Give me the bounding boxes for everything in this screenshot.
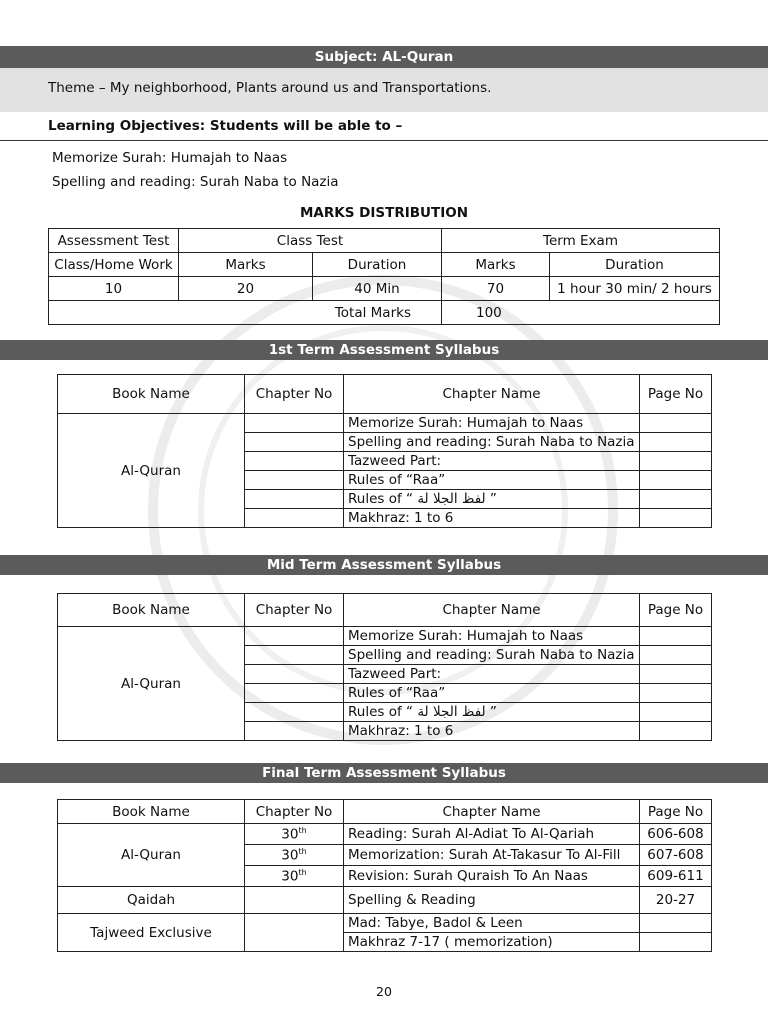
page-no-cell — [640, 509, 712, 528]
final-term-table — [57, 799, 712, 952]
marks-distribution-title: MARKS DISTRIBUTION — [300, 205, 468, 221]
page-no-cell: 20-27 — [640, 887, 712, 914]
chapter-no-cell — [245, 887, 344, 914]
header-cell: Chapter No — [245, 594, 344, 627]
chapter-name-cell: Makhraz 7-17 ( memorization) — [344, 933, 640, 952]
chapter-no-cell — [245, 490, 344, 509]
header-cell: Chapter No — [245, 800, 344, 824]
header-cell: Class/Home Work — [49, 253, 179, 277]
header-cell: Assessment Test — [49, 229, 179, 253]
page-no-cell — [640, 433, 712, 452]
theme-text: Theme – My neighborhood, Plants around us and Transportations. — [0, 68, 768, 112]
page-no-cell — [640, 722, 712, 741]
header-cell: Duration — [313, 253, 442, 277]
chapter-name-cell: Rules of “ لفظ الجلا لة ” — [344, 703, 640, 722]
header-cell: Page No — [640, 800, 712, 824]
objective-item: Memorize Surah: Humajah to Naas — [52, 150, 288, 166]
header-cell: Book Name — [58, 800, 245, 824]
page-no-cell — [640, 665, 712, 684]
header-cell: Duration — [550, 253, 720, 277]
chapter-no-cell — [245, 703, 344, 722]
marks-table — [48, 228, 720, 325]
book-name-cell: Al-Quran — [58, 824, 245, 887]
chapter-name-cell: Rules of “ لفظ الجلا لة ” — [344, 490, 640, 509]
page-no-cell — [640, 490, 712, 509]
page-no-cell — [640, 414, 712, 433]
book-name-cell: Al-Quran — [58, 414, 245, 528]
page-no-cell — [640, 914, 712, 933]
chapter-name-cell: Rules of “Raa” — [344, 471, 640, 490]
chapter-name-cell: Memorize Surah: Humajah to Naas — [344, 414, 640, 433]
header-cell: Chapter Name — [344, 375, 640, 414]
chapter-no-cell: 30th — [245, 824, 344, 845]
subject-bar: Subject: AL-Quran — [0, 46, 768, 68]
total-value: 100 — [442, 301, 720, 325]
chapter-no-cell — [245, 722, 344, 741]
chapter-name-cell: Spelling & Reading — [344, 887, 640, 914]
chapter-no-cell — [245, 684, 344, 703]
page-no-cell — [640, 646, 712, 665]
chapter-no-cell — [245, 471, 344, 490]
chapter-name-cell: Makhraz: 1 to 6 — [344, 509, 640, 528]
chapter-name-cell: Tazweed Part: — [344, 452, 640, 471]
chapter-no-cell: 30th — [245, 866, 344, 887]
page-no-cell — [640, 452, 712, 471]
value-cell: 20 — [179, 277, 313, 301]
final-term-bar: Final Term Assessment Syllabus — [0, 763, 768, 783]
header-cell: Page No — [640, 594, 712, 627]
header-cell: Chapter No — [245, 375, 344, 414]
value-cell: 10 — [49, 277, 179, 301]
page-no-cell — [640, 933, 712, 952]
book-name-cell: Qaidah — [58, 887, 245, 914]
header-cell: Marks — [442, 253, 550, 277]
chapter-name-cell: Rules of “Raa” — [344, 684, 640, 703]
first-term-table — [57, 374, 712, 528]
value-cell: 1 hour 30 min/ 2 hours — [550, 277, 720, 301]
objectives-heading: Learning Objectives: Students will be able to – — [48, 118, 403, 134]
page-no-cell: 607-608 — [640, 845, 712, 866]
chapter-no-cell — [245, 627, 344, 646]
chapter-no-cell: 30th — [245, 845, 344, 866]
chapter-no-cell — [245, 433, 344, 452]
value-cell: 40 Min — [313, 277, 442, 301]
header-cell: Chapter Name — [344, 800, 640, 824]
page-no-cell — [640, 703, 712, 722]
value-cell: 70 — [442, 277, 550, 301]
header-cell: Class Test — [179, 229, 442, 253]
chapter-no-cell — [245, 414, 344, 433]
page-no-cell: 609-611 — [640, 866, 712, 887]
page-number: 20 — [376, 984, 392, 999]
chapter-name-cell: Tazweed Part: — [344, 665, 640, 684]
mid-term-table — [57, 593, 712, 741]
chapter-no-cell — [245, 452, 344, 471]
mid-term-bar: Mid Term Assessment Syllabus — [0, 555, 768, 575]
chapter-no-cell — [245, 646, 344, 665]
chapter-name-cell: Revision: Surah Quraish To An Naas — [344, 866, 640, 887]
total-label: Total Marks — [49, 301, 442, 325]
chapter-name-cell: Mad: Tabye, Badol & Leen — [344, 914, 640, 933]
book-name-cell: Tajweed Exclusive — [58, 914, 245, 952]
first-term-bar: 1st Term Assessment Syllabus — [0, 340, 768, 360]
chapter-name-cell: Spelling and reading: Surah Naba to Nazia — [344, 433, 640, 452]
chapter-name-cell: Memorization: Surah At-Takasur To Al-Fill — [344, 845, 640, 866]
chapter-name-cell: Makhraz: 1 to 6 — [344, 722, 640, 741]
header-cell: Term Exam — [442, 229, 720, 253]
header-cell: Marks — [179, 253, 313, 277]
chapter-name-cell: Reading: Surah Al-Adiat To Al-Qariah — [344, 824, 640, 845]
page-no-cell — [640, 684, 712, 703]
objective-item: Spelling and reading: Surah Naba to Nazia — [52, 174, 339, 190]
book-name-cell: Al-Quran — [58, 627, 245, 741]
header-cell: Book Name — [58, 375, 245, 414]
chapter-name-cell: Spelling and reading: Surah Naba to Nazia — [344, 646, 640, 665]
header-cell: Chapter Name — [344, 594, 640, 627]
page-no-cell: 606-608 — [640, 824, 712, 845]
page-no-cell — [640, 471, 712, 490]
chapter-no-cell — [245, 509, 344, 528]
chapter-no-cell — [245, 914, 344, 952]
page-no-cell — [640, 627, 712, 646]
chapter-name-cell: Memorize Surah: Humajah to Naas — [344, 627, 640, 646]
header-cell: Book Name — [58, 594, 245, 627]
chapter-no-cell — [245, 665, 344, 684]
divider — [0, 140, 768, 141]
header-cell: Page No — [640, 375, 712, 414]
